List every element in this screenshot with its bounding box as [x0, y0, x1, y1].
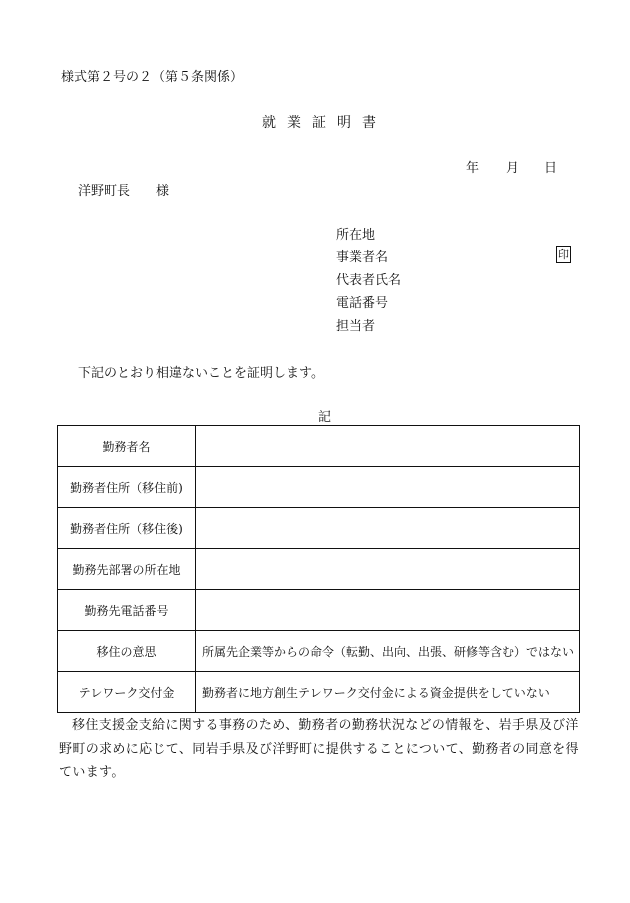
- row-value: [196, 467, 580, 508]
- date-month-label: 月: [506, 161, 520, 176]
- row-value: [196, 508, 580, 549]
- row-label: 勤務者住所（移住後): [58, 508, 196, 549]
- table-row: [58, 426, 580, 467]
- table-row: [58, 549, 580, 590]
- issuer-phone-label: 電話番号: [336, 296, 389, 311]
- certification-statement: 下記のとおり相違ないことを証明します。: [78, 366, 324, 381]
- row-value: [196, 590, 580, 631]
- consent-paragraph: 移住支援金支給に関する事務のため、勤務者の勤務状況などの情報を、岩手県及び洋野町の求めに応じて、同岩手県及び洋野町に提供することについて、勤務者の同意を得ています。: [59, 718, 579, 780]
- row-label: 勤務先電話番号: [58, 590, 196, 631]
- addressee-suffix: 様: [156, 184, 170, 199]
- row-label: 勤務者名: [58, 426, 196, 467]
- row-value: [196, 426, 580, 467]
- row-value: [196, 549, 580, 590]
- row-label: テレワーク交付金: [58, 672, 196, 713]
- table-row: [58, 672, 580, 713]
- row-value: 所属先企業等からの命令（転勤、出向、出張、研修等含む）ではない: [196, 631, 580, 672]
- form-code: 様式第２号の２（第５条関係）: [61, 70, 244, 85]
- table-row: [58, 467, 580, 508]
- issuer-address-label: 所在地: [336, 228, 376, 243]
- employment-info-table: [57, 425, 580, 713]
- date-day-label: 日: [544, 161, 558, 176]
- row-label: 勤務者住所（移住前): [58, 467, 196, 508]
- document-title: 就業証明書: [262, 115, 387, 131]
- issuer-company-label: 事業者名: [336, 250, 389, 265]
- table-row: [58, 590, 580, 631]
- row-label: 勤務先部署の所在地: [58, 549, 196, 590]
- issuer-contact-label: 担当者: [336, 319, 376, 334]
- row-label: 移住の意思: [58, 631, 196, 672]
- table-row: [58, 508, 580, 549]
- table-row: [58, 631, 580, 672]
- row-value: 勤務者に地方創生テレワーク交付金による資金提供をしていない: [196, 672, 580, 713]
- ki-label: 記: [318, 410, 332, 425]
- seal-mark: 印: [558, 248, 569, 261]
- issuer-representative-label: 代表者氏名: [336, 273, 402, 288]
- addressee-name: 洋野町長: [78, 184, 131, 199]
- date-year-label: 年: [466, 161, 480, 176]
